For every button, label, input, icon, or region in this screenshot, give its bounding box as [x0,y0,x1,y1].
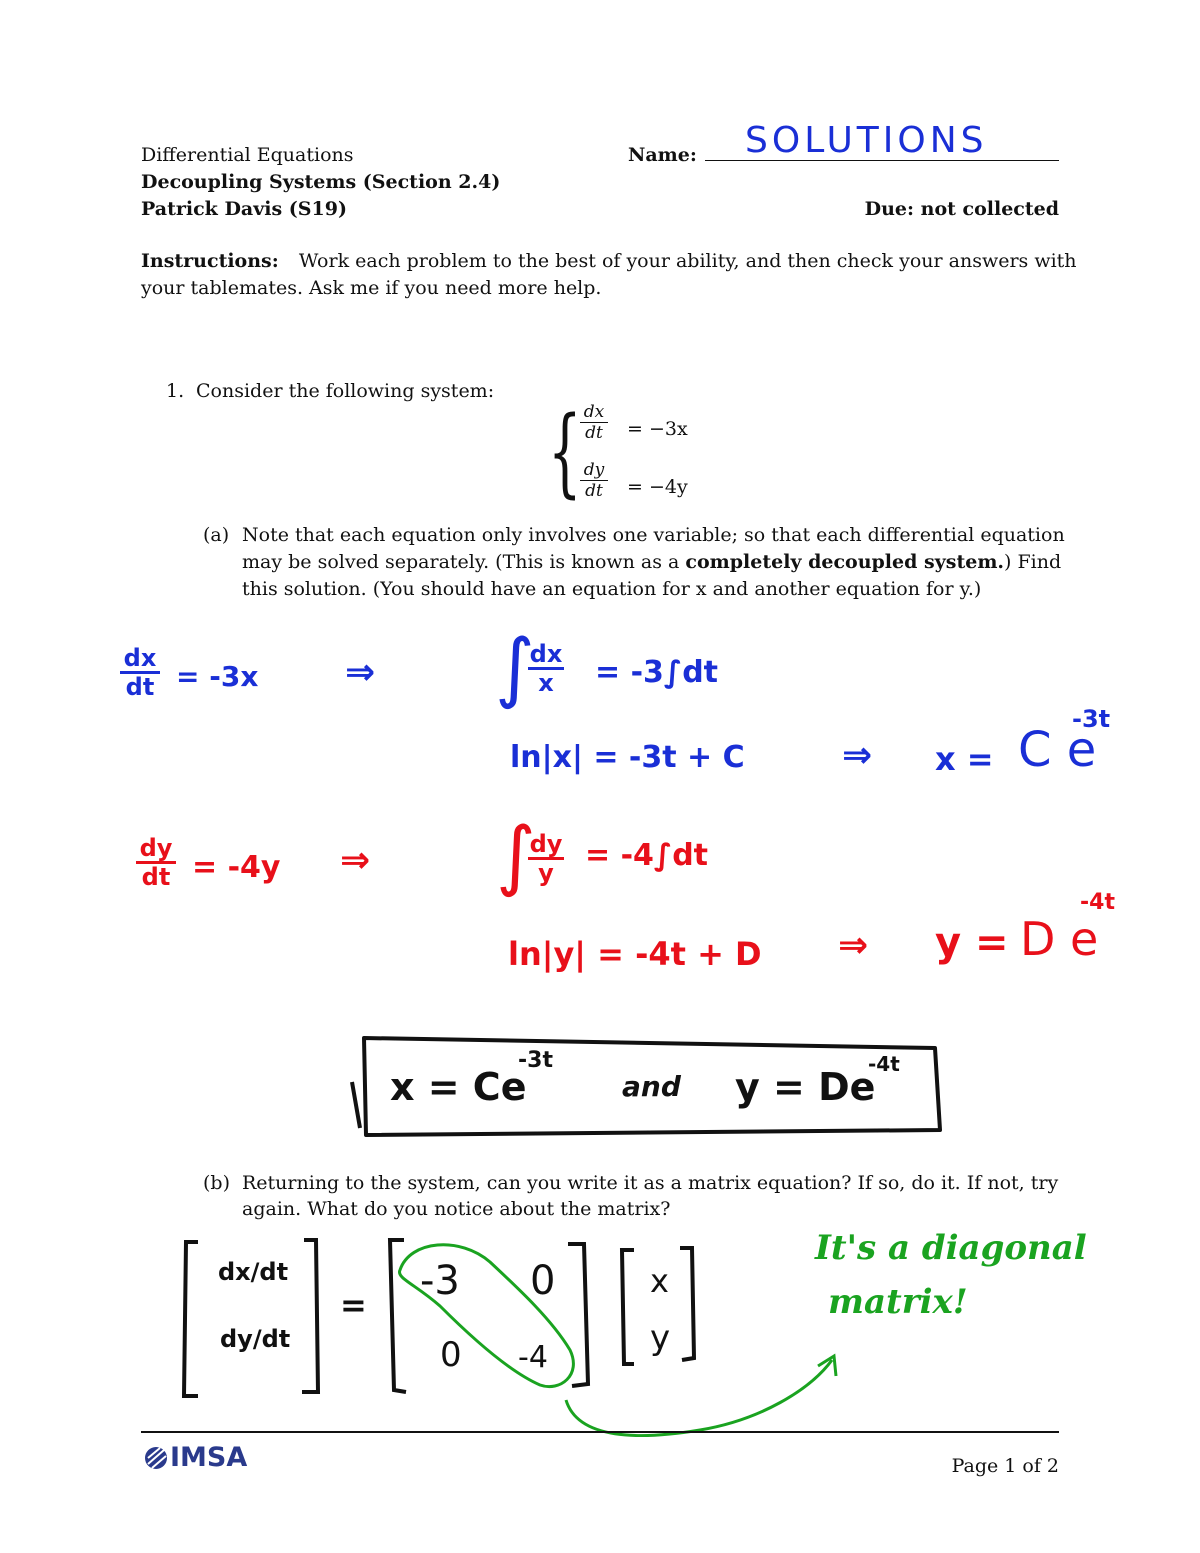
blue-dxdt-fraction: dx dt [120,646,160,699]
red-integral-fraction: dy y [529,830,563,887]
red-solution-exponent: -4t [1080,890,1115,915]
eq1-rhs: = −3x [627,418,688,440]
red-ln-equation: ln|y| = -4t + D [508,935,762,973]
answer-box [352,1038,940,1135]
lhs-left-bracket [184,1242,198,1396]
red-dydt-fraction: dy dt [136,836,176,889]
blue-integral-rhs: = -3∫dt [595,655,719,690]
name-label: Name: [628,144,697,166]
instructions-text-1: Work each problem to the best of your ability, and then check your answers with [298,250,1077,272]
matrix-a22: -4 [518,1340,548,1375]
eq2-rhs: = −4y [627,476,688,498]
system-brace: { [548,396,582,508]
red-implies-2: ⇒ [838,925,869,966]
green-note-line1: It's a diagonal [815,1228,1087,1268]
box-x-exponent: -3t [518,1048,553,1073]
imsa-logo-mark [145,1447,167,1469]
matrix-lhs-bottom: dy/dt [220,1325,291,1353]
topic-title: Decoupling Systems (Section 2.4) [141,171,501,193]
blue-equation-1: = -3x [176,660,259,693]
matrix-a12: 0 [530,1258,556,1304]
green-arrow-curve [566,1360,832,1436]
course-title: Differential Equations [141,144,354,166]
matrix-a21: 0 [440,1335,462,1375]
page-number: Page 1 of 2 [951,1455,1059,1477]
eq2-fraction: dy dt [580,461,608,500]
box-y-solution: y = De [735,1065,876,1109]
diagonal-highlight-loop [399,1245,573,1387]
instructions-label: Instructions: [141,250,279,272]
part-a-line3: this solution. (You should have an equation for x and another equation for y.) [242,578,982,600]
blue-solution-rhs: C e [1018,722,1097,778]
red-implies-1: ⇒ [340,840,371,881]
box-y-exponent: -4t [868,1052,900,1076]
blue-integral-fraction: dx x [529,640,563,697]
instructor-name: Patrick Davis (S19) [141,198,347,220]
red-equation-1: = -4y [192,850,281,885]
red-solution-rhs: D e [1020,912,1099,966]
matrix-equals: = [340,1286,367,1324]
blue-integral-sign: ∫ [495,622,535,711]
red-integral-rhs: = -4∫dt [585,838,709,873]
lhs-right-bracket [302,1240,318,1392]
name-value: SOLUTIONS [745,120,988,161]
matrix-lhs-top: dx/dt [218,1258,289,1286]
imsa-logo-text: IMSA [170,1442,248,1473]
matrix-right-bracket [568,1244,588,1386]
red-solution-lhs: y = [935,920,1009,966]
red-integral-sign: ∫ [496,810,536,899]
part-b-line2: again. What do you notice about the matrix? [242,1198,671,1220]
blue-implies-1: ⇒ [345,652,376,693]
green-note-line2: matrix! [828,1282,968,1322]
problem-prompt: Consider the following system: [196,380,495,402]
due-note: Due: not collected [864,198,1059,220]
part-b-line1: Returning to the system, can you write it as a matrix equation? If so, do it. If not, try [242,1172,1059,1194]
blue-ln-equation: ln|x| = -3t + C [510,740,745,775]
vector-left-bracket [622,1250,634,1364]
problem-number: 1. [166,380,185,402]
vector-top: x [650,1262,669,1300]
eq1-fraction: dx dt [580,403,608,442]
blue-implies-2: ⇒ [842,735,873,776]
box-x-solution: x = Ce [390,1065,527,1109]
part-b-label: (b) [203,1172,230,1194]
matrix-a11: -3 [420,1258,460,1304]
blue-solution-lhs: x = [935,740,994,778]
footer-rule [141,1431,1059,1433]
blue-solution-exponent: -3t [1072,705,1111,733]
vector-bottom: y [650,1318,671,1358]
box-and: and [622,1070,681,1103]
vector-right-bracket [680,1248,694,1360]
part-a-line2: may be solved separately. (This is known as a completely decoupled system.) Find [242,551,1062,573]
instructions-text-2: your tablemates. Ask me if you need more help. [141,277,602,299]
part-a-line1: Note that each equation only involves one variable; so that each differential equation [242,524,1065,546]
part-a-label: (a) [203,524,230,546]
